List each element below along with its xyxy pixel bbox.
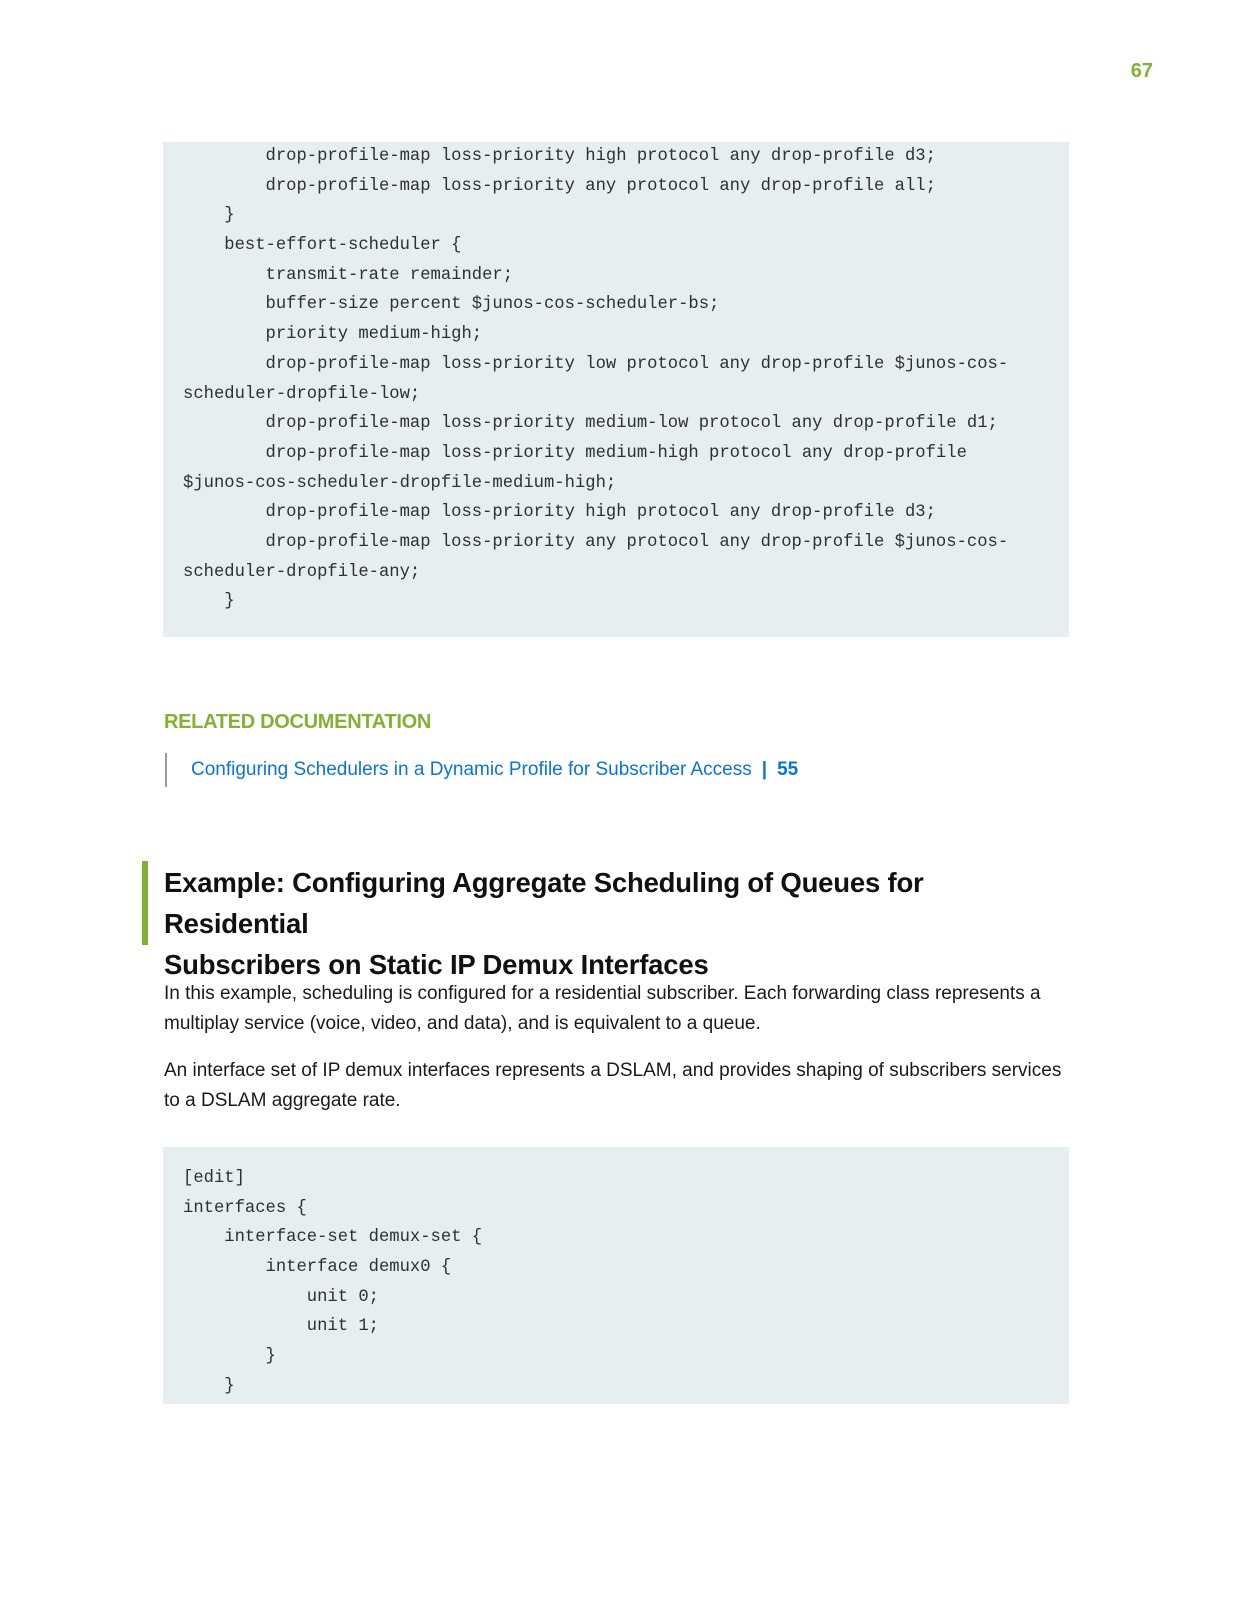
code-line: } (183, 592, 235, 612)
code-line: interfaces { (183, 1198, 307, 1218)
code-line: scheduler-dropfile-low; (183, 384, 421, 404)
related-documentation-heading: RELATED DOCUMENTATION (164, 711, 432, 733)
code-line: } (183, 1347, 276, 1367)
section-accent-bar (142, 861, 148, 945)
code-line: } (183, 206, 235, 226)
code-line: interface-set demux-set { (183, 1228, 483, 1248)
related-doc-page-number[interactable]: 55 (777, 759, 799, 780)
related-doc-link[interactable]: Configuring Schedulers in a Dynamic Profile for Subscriber Access (191, 759, 752, 780)
code-line: $junos-cos-scheduler-dropfile-medium-high; (183, 473, 617, 493)
code-line: drop-profile-map loss-priority low protocol any drop-profile $junos-cos- (183, 354, 1009, 374)
related-doc-separator: | (761, 759, 768, 780)
code-line: [edit] (183, 1169, 245, 1188)
section-title (164, 862, 1074, 985)
code-line: drop-profile-map loss-priority medium-low protocol any drop-profile d1; (183, 414, 998, 434)
code-block-scheduler-config (163, 142, 1069, 637)
code-line: } (183, 1376, 235, 1396)
code-line: drop-profile-map loss-priority any protocol any drop-profile all; (183, 176, 936, 196)
code-line: priority medium-high; (183, 325, 483, 345)
code-line: best-effort-scheduler { (183, 236, 462, 256)
section-title-line-2: Subscribers on Static IP Demux Interfaces (164, 949, 709, 980)
code-line: buffer-size percent $junos-cos-scheduler-bs; (183, 295, 720, 315)
code-line: unit 1; (183, 1317, 379, 1337)
body-paragraph-interface-set: An interface set of IP demux interfaces represents a DSLAM, and provides shaping of subscribers services to a DSLAM aggregate rate. (164, 1060, 1062, 1111)
code-line: unit 0; (183, 1287, 379, 1307)
code-line: transmit-rate remainder; (183, 265, 514, 285)
related-documentation-list (165, 753, 798, 787)
code-line: scheduler-dropfile-any; (183, 562, 421, 582)
body-paragraph-intro: In this example, scheduling is configured for a residential subscriber. Each forwarding class represents a multiplay service (voice, video, and data), and is equivalent to a queue. (164, 983, 1041, 1034)
code-line: drop-profile-map loss-priority high protocol any drop-profile d3; (183, 503, 936, 523)
section-title-line-1: Example: Configuring Aggregate Scheduling of Queues for Residential (164, 867, 924, 939)
code-block-interfaces-config (163, 1147, 1069, 1404)
code-line: drop-profile-map loss-priority medium-high protocol any drop-profile (183, 443, 967, 463)
page-number: 67 (1130, 60, 1153, 82)
code-line: interface demux0 { (183, 1258, 452, 1278)
code-line: drop-profile-map loss-priority high protocol any drop-profile d3; (183, 147, 936, 166)
code-line: drop-profile-map loss-priority any protocol any drop-profile $junos-cos- (183, 532, 1009, 552)
